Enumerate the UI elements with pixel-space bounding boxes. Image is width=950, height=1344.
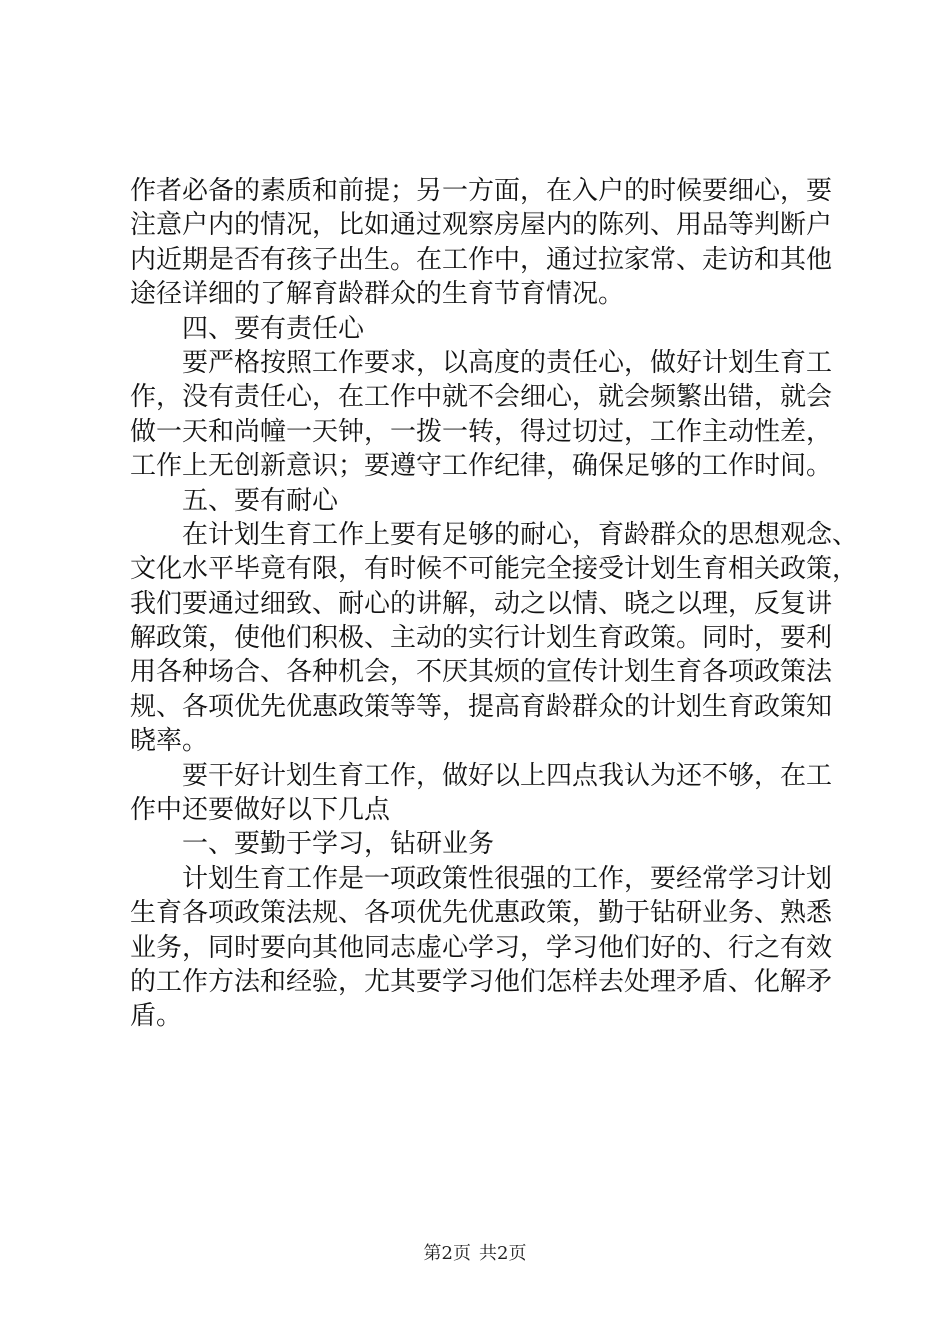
text-line: 用各种场合、各种机会，不厌其烦的宣传计划生育各项政策法 xyxy=(130,657,833,688)
text-line: 在计划生育工作上要有足够的耐心，育龄群众的思想观念、 xyxy=(182,519,859,550)
page-footer xyxy=(0,1242,950,1266)
text-line: 晓率。 xyxy=(130,726,209,757)
text-line: 的工作方法和经验，尤其要学习他们怎样去处理矛盾、化解矛 xyxy=(130,966,833,997)
section-heading: 四、要有责任心 xyxy=(182,313,365,344)
text-line: 规、各项优先优惠政策等等，提高育龄群众的计划生育政策知 xyxy=(130,691,833,722)
section-heading: 五、要有耐心 xyxy=(182,485,339,516)
text-line: 生育各项政策法规、各项优先优惠政策，勤于钻研业务、熟悉 xyxy=(130,898,833,929)
document-body xyxy=(130,174,859,1034)
text-line: 注意户内的情况，比如通过观察房屋内的陈列、用品等判断户 xyxy=(130,210,833,241)
text-line: 要严格按照工作要求，以高度的责任心，做好计划生育工 xyxy=(182,347,833,378)
text-line: 业务，同时要向其他同志虚心学习，学习他们好的、行之有效 xyxy=(130,932,833,963)
text-line: 作中还要做好以下几点 xyxy=(130,795,391,826)
text-line: 做一天和尚幢一天钟，一拨一转，得过切过，工作主动性差， xyxy=(130,416,833,447)
text-line: 我们要通过细致、耐心的讲解，动之以情、晓之以理，反复讲 xyxy=(130,588,833,619)
text-line: 计划生育工作是一项政策性很强的工作，要经常学习计划 xyxy=(182,863,833,894)
text-line: 作，没有责任心，在工作中就不会细心，就会频繁出错，就会 xyxy=(130,382,833,413)
page-total: 共2页 xyxy=(479,1243,527,1264)
section-heading: 一、要勤于学习，钻研业务 xyxy=(182,829,495,860)
text-line: 工作上无创新意识；要遵守工作纪律，确保足够的工作时间。 xyxy=(130,451,833,482)
text-line: 作者必备的素质和前提；另一方面，在入户的时候要细心，要 xyxy=(130,176,833,206)
text-line: 要干好计划生育工作，做好以上四点我认为还不够，在工 xyxy=(182,760,833,791)
text-line: 内近期是否有孩子出生。在工作中，通过拉家常、走访和其他 xyxy=(130,244,833,275)
page-number: 第2页 xyxy=(423,1243,471,1264)
text-line: 途径详细的了解育龄群众的生育节育情况。 xyxy=(130,279,625,310)
text-line: 盾。 xyxy=(130,1001,183,1032)
text-line: 文化水平毕竟有限，有时候不可能完全接受计划生育相关政策， xyxy=(130,554,859,585)
text-line: 解政策，使他们积极、主动的实行计划生育政策。同时，要利 xyxy=(130,623,833,654)
